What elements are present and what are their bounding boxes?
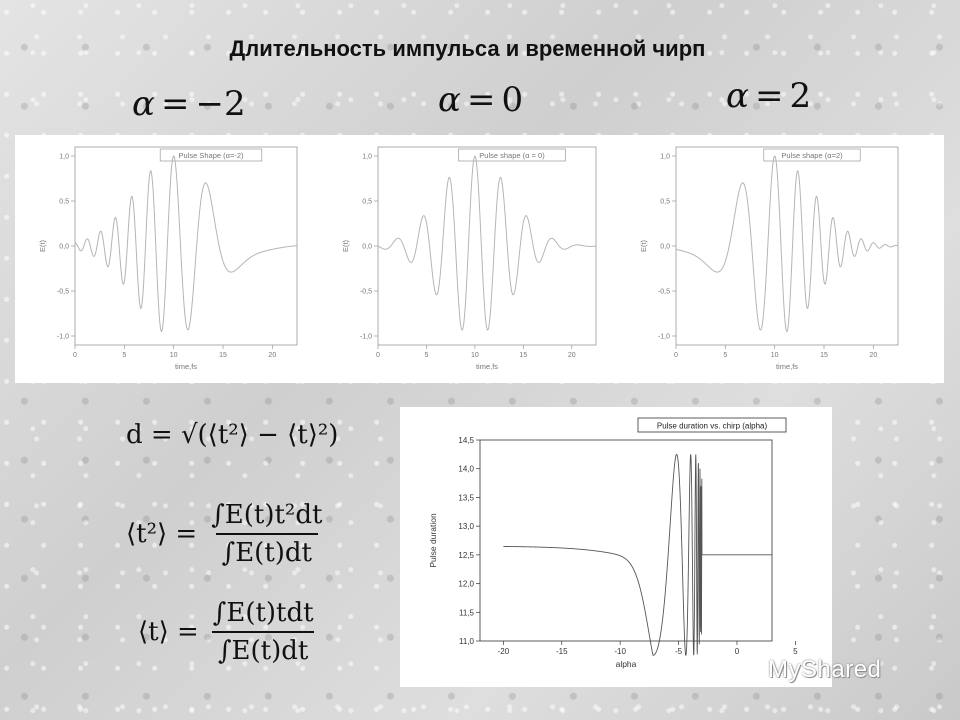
y-tick-label: 0,0 bbox=[660, 243, 670, 251]
fraction-numerator: ∫E(t)t²dt bbox=[211, 500, 323, 530]
y-tick-label: 0,5 bbox=[362, 198, 372, 206]
fraction bbox=[207, 598, 320, 666]
alpha-label-pos2 bbox=[726, 76, 811, 116]
x-tick-label: -15 bbox=[555, 647, 568, 656]
y-axis-label: E(t) bbox=[38, 239, 47, 253]
x-tick-label: 5 bbox=[122, 352, 127, 359]
x-tick-label: 20 bbox=[869, 352, 878, 359]
alpha-label-neg2 bbox=[132, 84, 246, 124]
x-tick-label: 0 bbox=[734, 647, 740, 656]
equals-sign: = bbox=[160, 84, 190, 124]
pulse-chart-0 bbox=[38, 147, 297, 371]
alpha-value: 0 bbox=[501, 80, 524, 120]
y-tick-label: 14,5 bbox=[458, 436, 474, 445]
y-tick-label: 12,5 bbox=[458, 550, 474, 560]
pulse-shapes-svg bbox=[15, 135, 944, 383]
pulse-waveform bbox=[676, 156, 898, 331]
duration-chart bbox=[428, 418, 798, 669]
pulse-chart-1 bbox=[341, 147, 596, 371]
y-tick-label: -1,0 bbox=[657, 333, 670, 341]
y-tick-label: 0,0 bbox=[59, 243, 69, 251]
x-tick-label: 0 bbox=[376, 352, 380, 359]
chart-title: Pulse shape (α=2) bbox=[781, 151, 843, 160]
equals-sign: = bbox=[754, 76, 784, 116]
x-tick-label: 5 bbox=[793, 647, 798, 656]
y-axis-label: Pulse duration bbox=[428, 513, 438, 568]
x-axis-label: time,fs bbox=[775, 362, 799, 371]
formula-t2 bbox=[126, 500, 328, 568]
x-tick-label: 15 bbox=[519, 352, 528, 359]
chart-title: Pulse shape (α = 0) bbox=[479, 151, 545, 160]
x-tick-label: 20 bbox=[268, 352, 277, 359]
alpha-label-zero bbox=[438, 80, 523, 120]
formula-t bbox=[138, 598, 320, 666]
y-tick-label: 1,0 bbox=[362, 153, 372, 161]
x-tick-label: 5 bbox=[723, 352, 728, 359]
y-tick-label: 13,5 bbox=[458, 493, 474, 503]
x-axis-label: time,fs bbox=[174, 362, 198, 371]
duration-chart-svg bbox=[400, 407, 832, 687]
myshared-logo bbox=[768, 656, 881, 684]
formula-t-lhs: ⟨t⟩ = bbox=[138, 617, 199, 647]
plot-frame bbox=[480, 440, 772, 641]
alpha-value: −2 bbox=[195, 84, 246, 124]
alpha-symbol: α bbox=[132, 84, 155, 124]
fraction-numerator: ∫E(t)tdt bbox=[212, 598, 314, 628]
x-tick-label: 20 bbox=[567, 352, 576, 359]
y-tick-label: 14,0 bbox=[458, 464, 474, 474]
x-axis-label: alpha bbox=[615, 659, 637, 669]
y-tick-label: 1,0 bbox=[59, 153, 69, 161]
y-axis-label: E(t) bbox=[639, 239, 648, 253]
chart-title: Pulse Shape (α=-2) bbox=[178, 151, 244, 160]
y-tick-label: -0,5 bbox=[56, 288, 69, 296]
x-tick-label: 10 bbox=[169, 352, 178, 359]
x-tick-label: 10 bbox=[470, 352, 479, 359]
alpha-symbol: α bbox=[438, 80, 461, 120]
pulse-waveform bbox=[75, 156, 297, 332]
y-axis-label: E(t) bbox=[341, 239, 350, 253]
y-tick-label: -1,0 bbox=[359, 333, 372, 341]
pulse-chart-2 bbox=[639, 147, 898, 371]
pulse-waveform bbox=[378, 156, 596, 330]
y-tick-label: -0,5 bbox=[657, 288, 670, 296]
y-tick-label: 11,0 bbox=[459, 637, 474, 646]
x-tick-label: 10 bbox=[770, 352, 779, 359]
logo-text: MyShared bbox=[768, 656, 882, 683]
y-tick-label: 0,5 bbox=[59, 198, 69, 206]
fraction-denominator: ∫E(t)dt bbox=[212, 631, 314, 666]
x-tick-label: 15 bbox=[820, 352, 828, 359]
plot-frame bbox=[378, 147, 596, 345]
fraction-denominator: ∫E(t)dt bbox=[216, 533, 318, 568]
alpha-symbol: α bbox=[726, 76, 749, 116]
fraction bbox=[205, 500, 328, 568]
pulse-shapes-panel bbox=[15, 135, 944, 383]
alpha-value: 2 bbox=[789, 76, 812, 116]
x-tick-label: 5 bbox=[424, 352, 429, 359]
y-tick-label: 13,0 bbox=[458, 522, 474, 532]
x-tick-label: -5 bbox=[674, 647, 683, 656]
y-tick-label: -0,5 bbox=[359, 288, 372, 296]
y-tick-label: 1,0 bbox=[660, 153, 670, 161]
plot-frame bbox=[75, 147, 297, 345]
x-tick-label: 0 bbox=[674, 352, 678, 359]
equals-sign: = bbox=[466, 80, 496, 120]
y-tick-label: -1,0 bbox=[56, 333, 69, 341]
duration-curve bbox=[503, 454, 772, 655]
x-tick-label: 0 bbox=[73, 352, 77, 359]
y-tick-label: 0,5 bbox=[660, 198, 670, 206]
x-tick-label: -10 bbox=[614, 647, 626, 656]
x-axis-label: time,fs bbox=[475, 362, 499, 371]
y-tick-label: 0,0 bbox=[362, 243, 372, 251]
formula-d-text: d = √(⟨t²⟩ − ⟨t⟩²) bbox=[126, 420, 339, 450]
chart-title: Pulse duration vs. chirp (alpha) bbox=[656, 421, 768, 431]
x-tick-label: -20 bbox=[497, 647, 510, 656]
formula-t2-lhs: ⟨t²⟩ = bbox=[126, 519, 198, 549]
y-tick-label: 11,5 bbox=[459, 608, 474, 618]
slide-title: Длительность импульса и временной чирп bbox=[229, 36, 706, 61]
x-tick-label: 15 bbox=[219, 352, 227, 359]
formula-d bbox=[126, 420, 338, 450]
y-tick-label: 12,0 bbox=[458, 579, 474, 589]
duration-panel bbox=[400, 407, 832, 687]
